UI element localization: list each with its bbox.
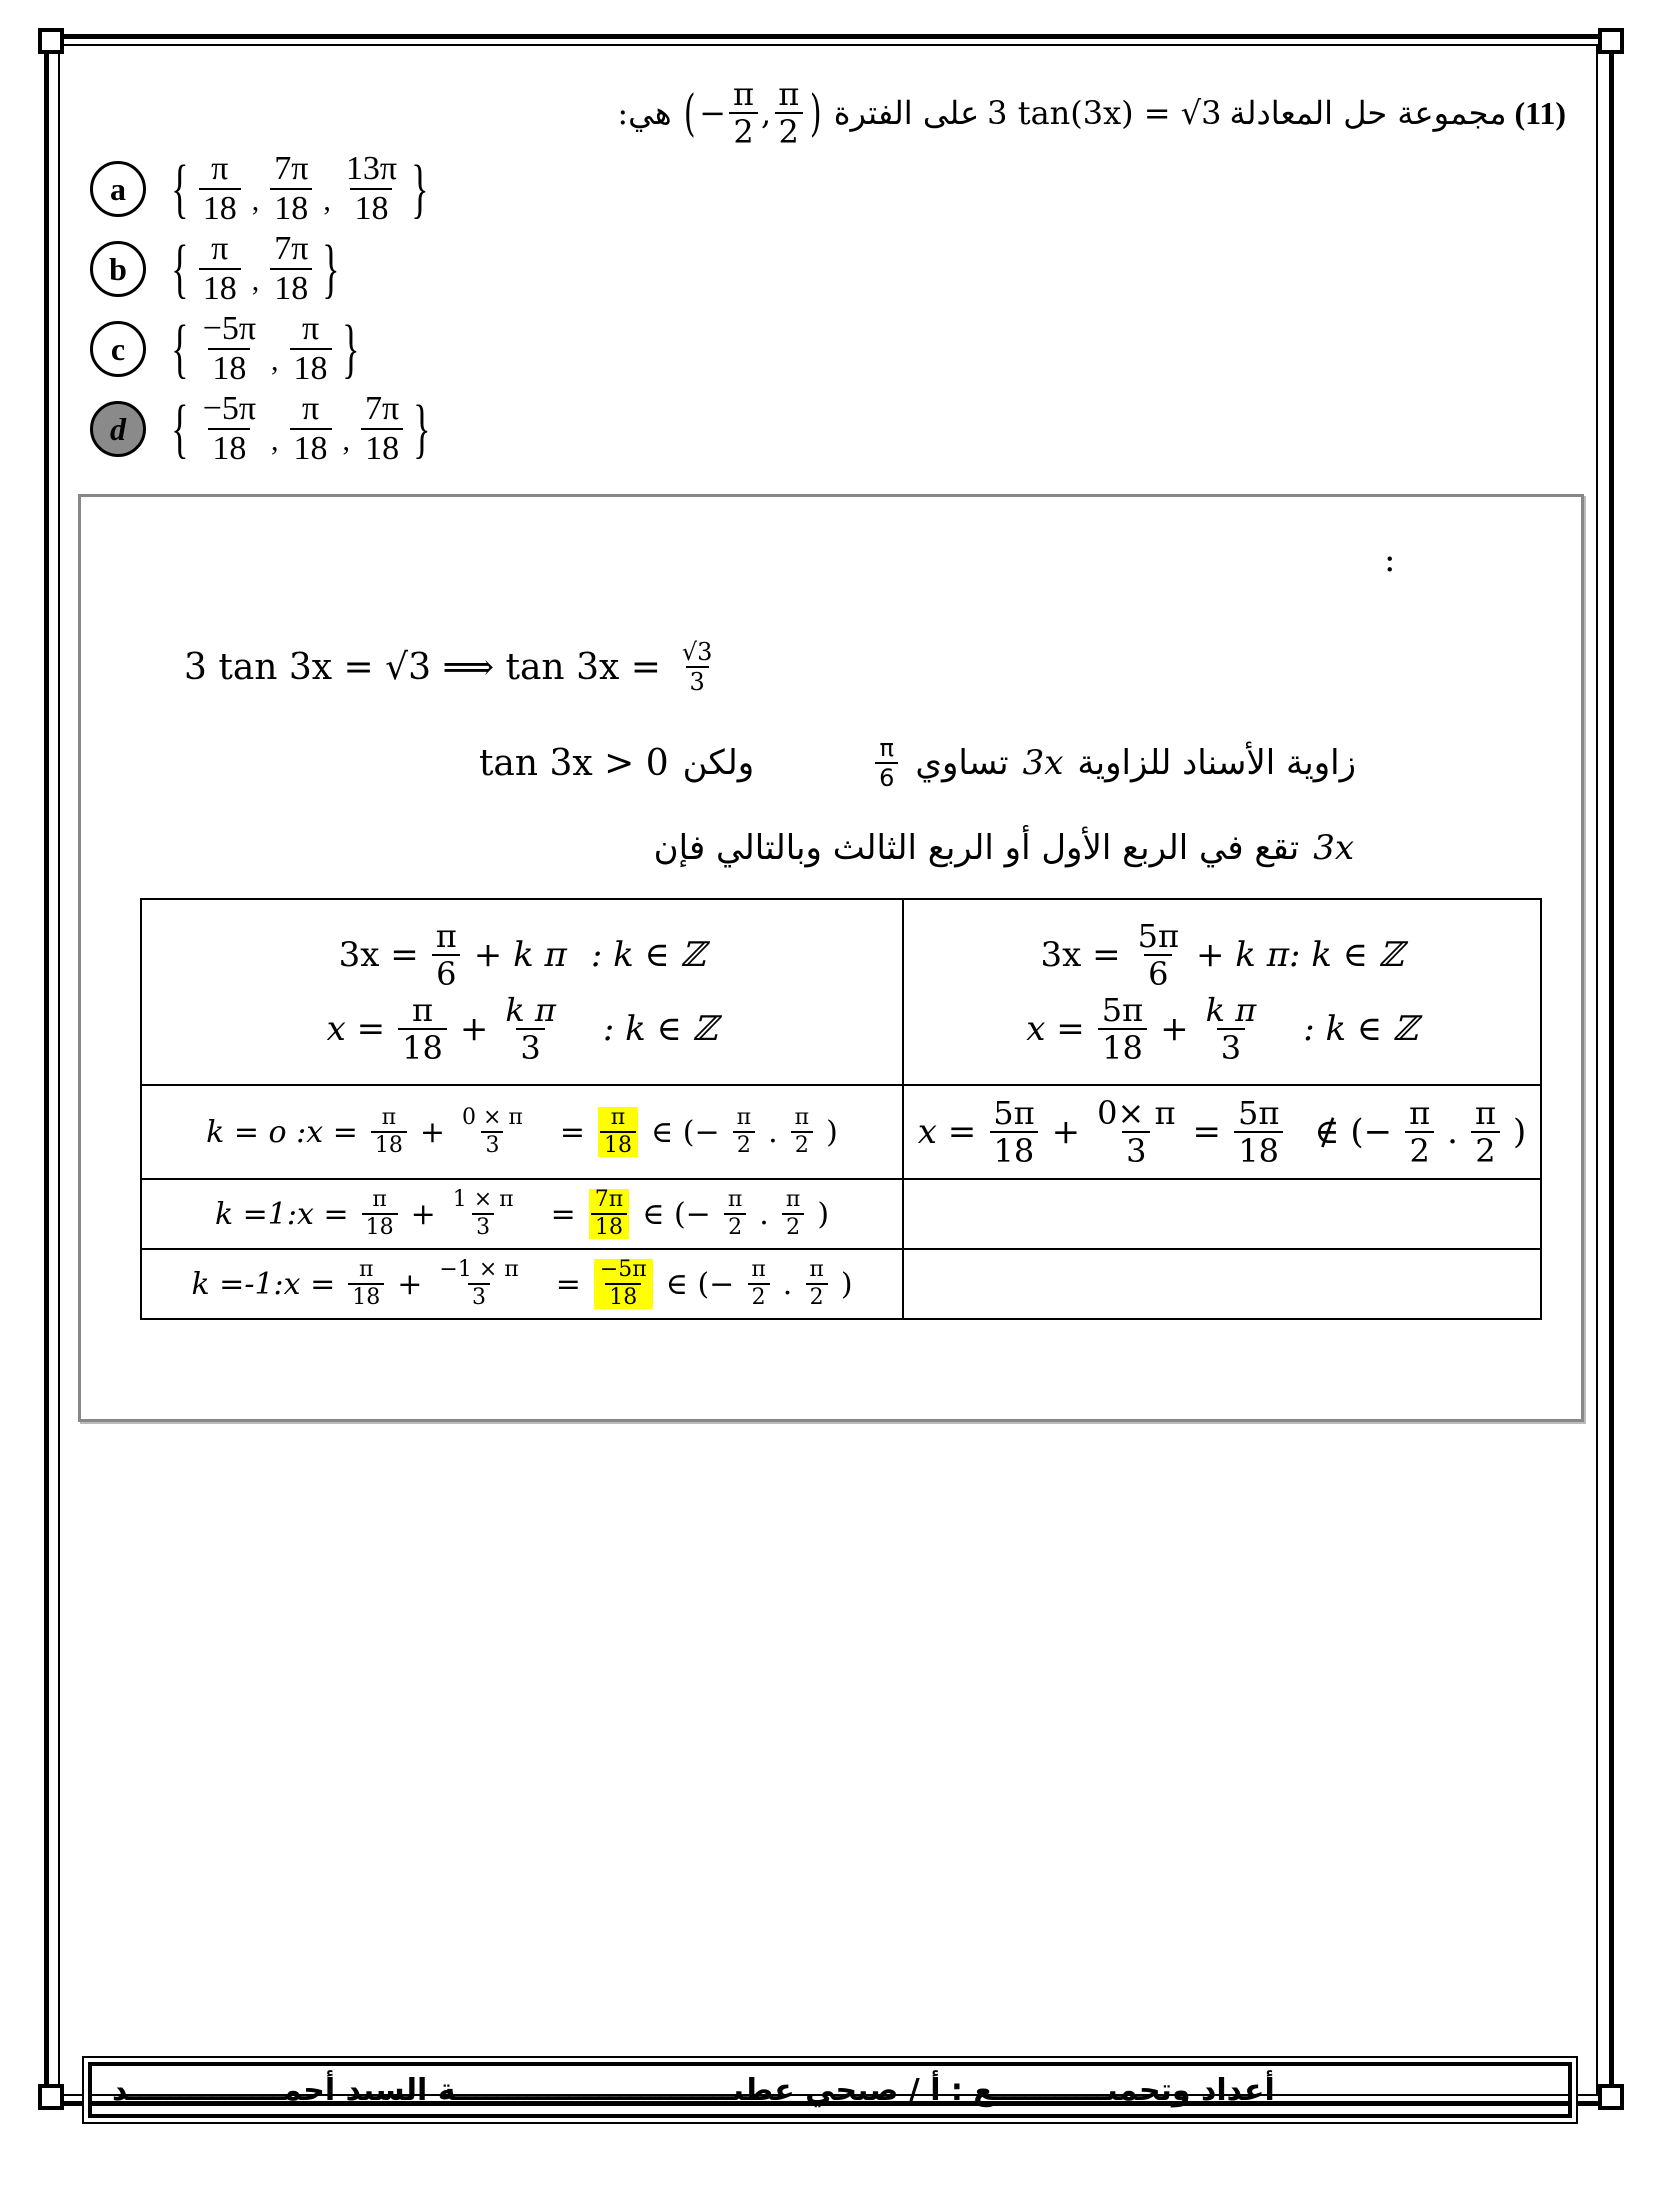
option-value-set: { $\frac{-5\pi}{18}$ , $\frac{\pi}{18}$ } [171, 310, 360, 387]
table-cell-general-solution-1: 3x = $\frac{\pi}{6}$ + k π : k ∈ ℤ x = $\frac{\pi}{18}$ + $\frac{\text{k π}}{3}$ : k ∈ ℤ [141, 899, 903, 1085]
table-empty-cell [903, 1249, 1541, 1319]
solution-equation: 3 tan 3x = √3 ⟹ tan 3x = $\frac{√3}{3}$ [184, 638, 713, 696]
option-letter-selected[interactable]: d [90, 401, 146, 457]
solution-line-reference-angle: زاوية الأسناد للزاوية 3x تساوي $\frac{\pi}{6}$ ولكن tan 3x > 0 [478, 734, 1356, 792]
table-row-k-minus1: k =-1:x = $\frac{\pi}{18}$ + $\frac{-1 \times \pi}{3}$ = $\frac{-5\pi}{18}$ ∈ (− $\frac{\pi}{2}$ . $\frac{\pi}{2}$ ) [141, 1249, 903, 1319]
frame-corner [38, 2084, 64, 2110]
question-equation: 3 tan(3x) = √3 [987, 94, 1222, 132]
table-empty-cell [903, 1179, 1541, 1249]
table-cell-general-solution-2: 3x = $\frac{5\pi}{6}$ + k π: k ∈ ℤ x = $\frac{5\pi}{18}$ + $\frac{\text{k π}}{3}$ : k ∈ ℤ [903, 899, 1541, 1085]
highlighted-solution: $\frac{\pi}{18}$ [598, 1107, 638, 1157]
highlighted-solution: $\frac{7\pi}{18}$ [589, 1189, 629, 1239]
option-letter[interactable]: a [90, 161, 146, 217]
question-interval: ( − $\frac{\pi}{2}$ , $\frac{\pi}{2}$ ) [683, 75, 822, 151]
solution-colon: : [1384, 540, 1396, 580]
question-prefix: مجموعة حل المعادلة [1229, 94, 1507, 132]
option-b[interactable] [90, 232, 347, 306]
option-value-set: { $\frac{\pi}{18}$ , $\frac{7\pi}{18}$ , $\frac{13\pi}{18}$ } [171, 150, 429, 227]
frame-corner [1598, 28, 1624, 54]
question-suffix: هي: [617, 94, 672, 132]
option-a[interactable] [90, 152, 436, 226]
option-c[interactable] [90, 312, 366, 386]
option-value-set: { $\frac{-5\pi}{18}$ , $\frac{\pi}{18}$ , $\frac{7\pi}{18}$ } [171, 390, 431, 467]
table-row-k0: k = o :x = $\frac{\pi}{18}$ + $\frac{0 \times \pi}{3}$ = $\frac{\pi}{18}$ ∈ (− $\frac{\pi}{2}$ . $\frac{\pi}{2}$ ) [141, 1085, 903, 1179]
solution-line-quadrant: 3x تقع في الربع الأول أو الربع الثالث وبالتالي فإن [653, 828, 1354, 868]
option-letter[interactable]: c [90, 321, 146, 377]
option-letter[interactable]: b [90, 241, 146, 297]
question-interval-label: على الفترة [833, 94, 980, 132]
table-row-right-k0: x = $\frac{5\pi}{18}$ + $\frac{0\times \pi}{3}$ = $\frac{5\pi}{18}$ ∉ (− $\frac{\pi}{2}$ . $\frac{\pi}{2}$ ) [903, 1085, 1541, 1179]
option-value-set: { $\frac{\pi}{18}$ , $\frac{7\pi}{18}$ } [171, 230, 340, 307]
footer-credit: أعداد وتجميـــــــــــع : أ / صبحي عطيـــــــــــــــــــــــــــة السيد أحمـــــــــــــــد [88, 2062, 1572, 2118]
table-row-k1: k =1:x = $\frac{\pi}{18}$ + $\frac{1 \times \pi}{3}$ = $\frac{7\pi}{18}$ ∈ (− $\frac{\pi}{2}$ . $\frac{\pi}{2}$ ) [141, 1179, 903, 1249]
frame-corner [38, 28, 64, 54]
highlighted-solution: $\frac{-5\pi}{18}$ [594, 1259, 653, 1309]
question-text [617, 75, 1566, 151]
solution-table [140, 898, 1542, 1320]
option-d[interactable] [90, 392, 438, 466]
question-number: (11) [1514, 94, 1566, 131]
frame-corner [1598, 2084, 1624, 2110]
